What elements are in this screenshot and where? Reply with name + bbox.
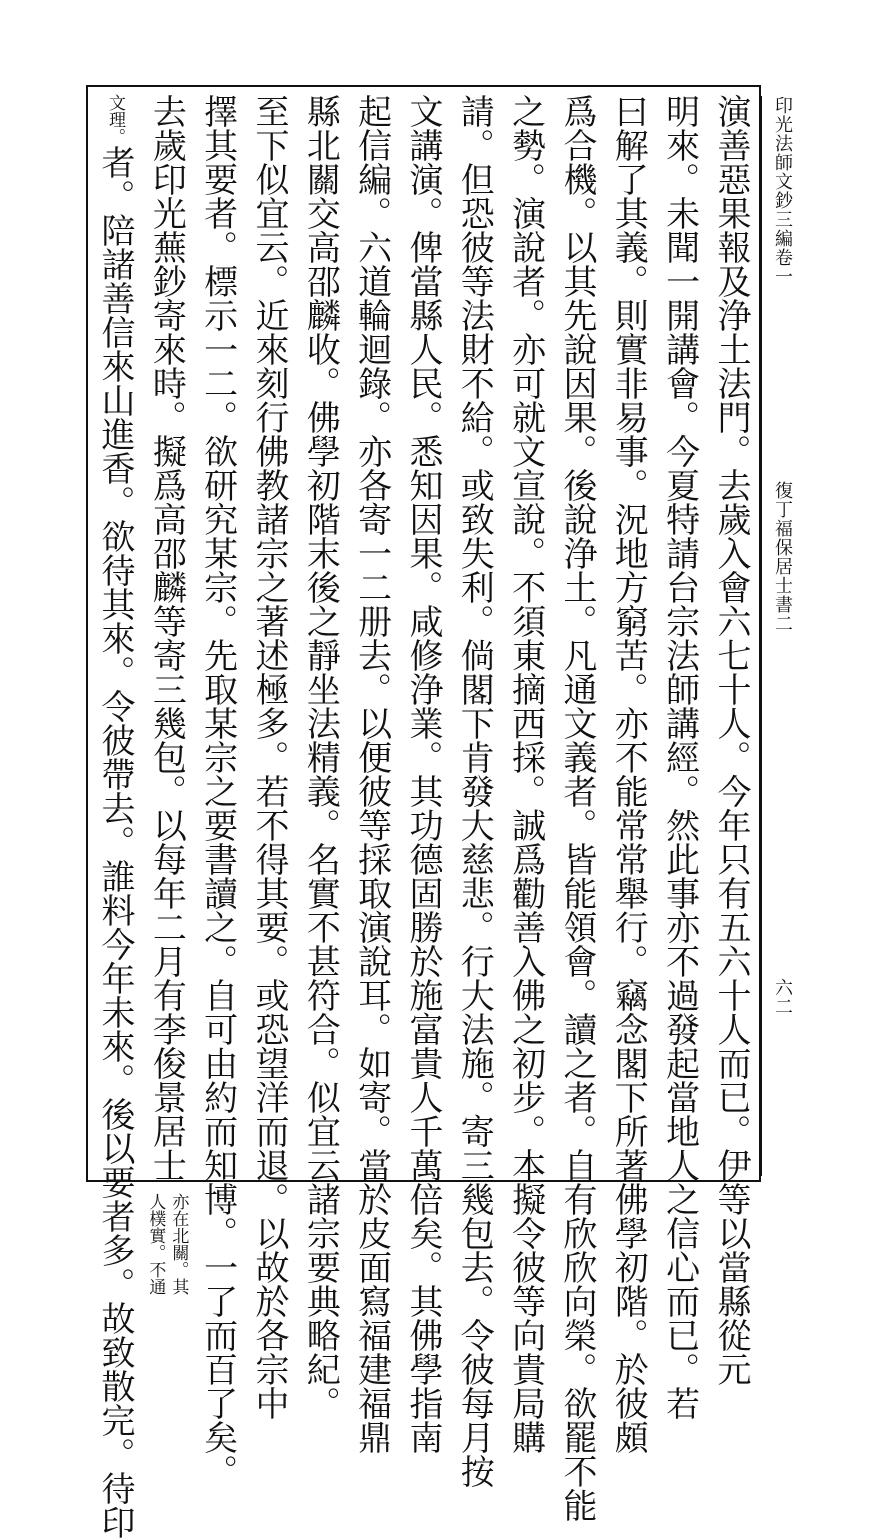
book-title: 印光法師文鈔三編卷一 (772, 96, 793, 286)
text-column-3: 曰解了其義。則實非易事。況地方窮苦。亦不能常常舉行。竊念閣下所著佛學初階。於彼頗 (608, 94, 649, 1454)
text-column-6: 請。但恐彼等法財不給。或致失利。倘閣下肯發大慈悲。行大法施。寄三幾包去。令彼每月按 (454, 94, 495, 1488)
text-column-2: 明來。未聞一開講會。今夏特請台宗法師講經。然此事亦不過發起當地人之信心而已。若 (659, 94, 700, 1420)
text-column-12 (143, 94, 189, 1295)
text-column-9: 縣北關交高邵麟收。佛學初階末後之靜坐法精義。名實不甚符合。似宜云諸宗要典略紀。 (300, 94, 341, 1420)
inline-note-left: 人樸實。不通 (145, 1192, 166, 1295)
text-column-5: 之勢。演說者。亦可就文宣說。不須東摘西採。誠爲勸善入佛之初步。本擬令彼等向貴局購 (505, 94, 546, 1454)
text-column-8: 起信編。六道輪迴錄。亦各寄一二册去。以便彼等採取演說耳。如寄。當於皮面寫福建福鼎 (351, 94, 392, 1454)
chapter-title: 復丁福保居士書二 (772, 481, 793, 633)
inline-note-right: 亦在北關。其 (168, 1192, 189, 1295)
text-column-7: 文講演。俾當縣人民。悉知因果。咸修浄業。其功德固勝於施富貴人千萬倍矣。其佛學指南 (402, 94, 443, 1454)
main-text (92, 94, 754, 1539)
text-column-10: 至下似宜云。近來刻行佛教諸宗之著述極多。若不得其要。或恐望洋而退。以故於各宗中 (248, 94, 289, 1420)
text-column-13 (92, 94, 138, 1539)
text-column-4: 爲合機。以其先說因果。後說浄土。凡通文義者。皆能領會。讀之者。自有欣欣向榮。欲罷不能 (556, 94, 597, 1522)
text-column-11: 擇其要者。標示一二。欲研究某宗。先取某宗之要書讀之。自可由約而知博。一了而百了矣。 (197, 94, 238, 1488)
running-header (761, 96, 802, 1176)
text-column-13-main: 者。陪諸善信來山進香。欲待其來。令彼帶去。誰料今年未來。後以要者多。故致散完。待印 (95, 145, 135, 1539)
inline-note (143, 1193, 189, 1295)
text-column-12-main: 去歲印光蕪鈔寄來時。擬爲高邵麟等寄三幾包。以每年二月有李俊景居士 (146, 94, 187, 1182)
text-column-1: 演善惡果報及浄土法門。去歲入會六七十人。今年只有五六十人而已。伊等以當縣從元 (710, 94, 751, 1386)
page-number: 六二 (772, 978, 793, 1016)
inline-note-continuation: 文理。 (105, 94, 125, 145)
